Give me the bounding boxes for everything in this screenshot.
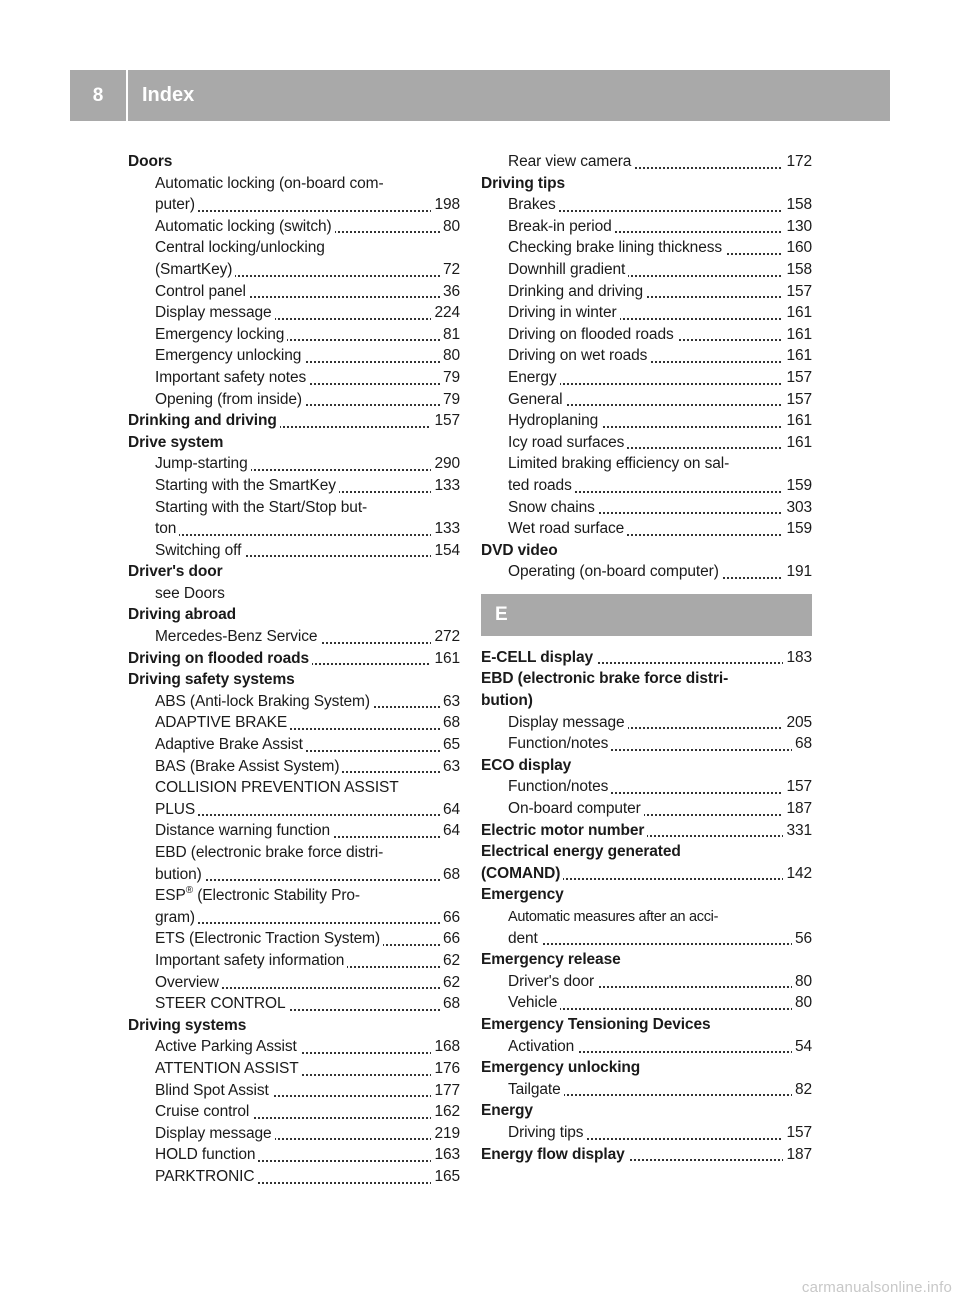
index-entry [128, 1015, 460, 1037]
entry-label: EBD (electronic brake force distri- [481, 670, 731, 687]
page-reference: 80 [440, 216, 460, 238]
entry-label: Display message [508, 714, 628, 731]
index-subentry [155, 324, 460, 346]
page-reference: 177 [431, 1080, 460, 1102]
index-subentry [508, 410, 812, 432]
page-reference: 65 [440, 734, 460, 756]
entry-label: Snow chains [508, 499, 598, 516]
entry-label: Brakes [508, 196, 559, 213]
page-reference: 81 [440, 324, 460, 346]
entry-label: Electric motor number [481, 822, 647, 839]
entry-label: Downhill gradient [508, 261, 628, 278]
index-subentry [155, 540, 460, 562]
page-reference: 68 [440, 864, 460, 886]
index-entry [481, 841, 812, 863]
page-reference: 133 [431, 518, 460, 540]
index-subentry [508, 1036, 812, 1058]
watermark: carmanualsonline.info [801, 1279, 952, 1296]
index-entry [481, 668, 812, 690]
entry-label: Driving abroad [128, 606, 239, 623]
page-reference: 303 [783, 497, 812, 519]
entry-label: ETS (Electronic Traction System) [155, 930, 383, 947]
index-subentry [155, 1144, 460, 1166]
index-entry [481, 690, 812, 712]
index-subentry [155, 281, 460, 303]
entry-label: Driving tips [508, 1124, 586, 1141]
page-reference: 62 [440, 950, 460, 972]
entry-label: Emergency locking [155, 326, 287, 343]
page-reference: 331 [783, 820, 812, 842]
entry-label: Drinking and driving [508, 283, 646, 300]
entry-label: On-board computer [508, 800, 644, 817]
page-reference: 205 [783, 712, 812, 734]
entry-label: Control panel [155, 283, 249, 300]
entry-label: Driver's door [128, 563, 226, 580]
page-reference: 161 [783, 345, 812, 367]
entry-label: puter) [155, 196, 198, 213]
index-entry [481, 863, 812, 885]
entry-label: Operating (on-board computer) [508, 563, 722, 580]
entry-label: Automatic measures after an acci- [508, 909, 721, 925]
page-reference: 80 [440, 345, 460, 367]
entry-label: Overview [155, 974, 222, 991]
entry-label: dent [508, 930, 541, 947]
entry-label: Emergency unlocking [481, 1059, 643, 1076]
index-entry [481, 884, 812, 906]
page-reference: 157 [783, 281, 812, 303]
index-entry [128, 669, 460, 691]
index-entry [481, 1057, 812, 1079]
entry-label: Break-in period [508, 218, 615, 235]
index-subentry [508, 367, 812, 389]
page-reference: 187 [783, 1144, 812, 1166]
entry-label: E-CELL display [481, 649, 596, 666]
entry-label: Checking brake lining thickness [508, 239, 725, 256]
index-subentry [508, 906, 812, 928]
page-reference: 66 [440, 928, 460, 950]
entry-label: ATTENTION ASSIST [155, 1060, 302, 1077]
entry-label: bution) [155, 866, 205, 883]
page-reference: 165 [431, 1166, 460, 1188]
page-number: 8 [92, 85, 104, 106]
index-entry [128, 410, 460, 432]
index-subentry [155, 712, 460, 734]
entry-label: Driving systems [128, 1017, 249, 1034]
page-header [70, 70, 890, 121]
index-subentry [155, 1101, 460, 1123]
entry-label: Adaptive Brake Assist [155, 736, 306, 753]
entry-label: PLUS [155, 801, 198, 818]
entry-label: General [508, 391, 565, 408]
index-subentry [508, 798, 812, 820]
index-subentry [508, 389, 812, 411]
entry-label: Opening (from inside) [155, 391, 305, 408]
entry-label: Activation [508, 1038, 577, 1055]
index-subentry [508, 1079, 812, 1101]
index-subentry [155, 1166, 460, 1188]
entry-label: Drinking and driving [128, 412, 280, 429]
page-reference: 130 [783, 216, 812, 238]
entry-label: Display message [155, 304, 275, 321]
entry-label: Emergency [481, 886, 567, 903]
section-letter: E [495, 603, 508, 625]
entry-label: Tailgate [508, 1081, 564, 1098]
page-reference: 157 [431, 410, 460, 432]
index-entry [481, 820, 812, 842]
entry-label: Switching off [155, 542, 244, 559]
page-reference: 63 [440, 756, 460, 778]
entry-label: EBD (electronic brake force distri- [155, 844, 386, 861]
index-subentry [508, 432, 812, 454]
leader-dots [155, 814, 460, 816]
page-reference: 68 [440, 712, 460, 734]
page-reference: 82 [792, 1079, 812, 1101]
index-column-left [128, 151, 460, 1188]
page-reference: 63 [440, 691, 460, 713]
entry-label: Blind Spot Assist [155, 1082, 272, 1099]
index-subentry [508, 216, 812, 238]
entry-label: Emergency unlocking [155, 347, 304, 364]
index-entry [128, 151, 460, 173]
entry-label: Emergency release [481, 951, 624, 968]
index-subentry [155, 1058, 460, 1080]
index-subentry [155, 173, 460, 195]
index-subentry [155, 237, 460, 259]
index-subentry [508, 928, 812, 950]
entry-label: ton [155, 520, 179, 537]
index-subentry [155, 756, 460, 778]
entry-label: BAS (Brake Assist System) [155, 758, 342, 775]
index-subentry [155, 928, 460, 950]
index-subentry [155, 820, 460, 842]
entry-label: (SmartKey) [155, 261, 235, 278]
page-reference: 80 [792, 992, 812, 1014]
index-subentry [155, 864, 460, 886]
index-subentry [155, 1080, 460, 1102]
page-reference: 172 [783, 151, 812, 173]
entry-label: Distance warning function [155, 822, 333, 839]
page-reference: 161 [783, 432, 812, 454]
index-entry [481, 755, 812, 777]
index-subentry [155, 907, 460, 929]
page-reference: 161 [783, 324, 812, 346]
entry-label: Icy road surfaces [508, 434, 627, 451]
page-reference: 183 [783, 647, 812, 669]
entry-label: Automatic locking (switch) [155, 218, 335, 235]
entry-label: Active Parking Assist [155, 1038, 300, 1055]
page-reference: 64 [440, 820, 460, 842]
index-subentry [155, 367, 460, 389]
page-reference: 198 [431, 194, 460, 216]
entry-label: COLLISION PREVENTION ASSIST [155, 779, 402, 796]
page-reference: 158 [783, 194, 812, 216]
entry-label: Function/notes [508, 778, 611, 795]
index-entry [481, 1100, 812, 1122]
index-subentry [155, 842, 460, 864]
entry-label: STEER CONTROL [155, 995, 288, 1012]
entry-label: Driver's door [508, 973, 597, 990]
index-subentry [155, 453, 460, 475]
page-reference: 157 [783, 1122, 812, 1144]
index-subentry [155, 216, 460, 238]
entry-label: (COMAND) [481, 865, 563, 882]
entry-label: Rear view camera [508, 153, 634, 170]
index-subentry [508, 281, 812, 303]
page-reference: 157 [783, 367, 812, 389]
index-subentry [508, 561, 812, 583]
page-reference: 68 [792, 733, 812, 755]
entry-label: Central locking/unlocking [155, 239, 328, 256]
entry-label: Hydroplaning [508, 412, 601, 429]
entry-label: Automatic locking (on-board com- [155, 175, 387, 192]
index-subentry [155, 583, 460, 605]
page-reference: 159 [783, 518, 812, 540]
index-entry [481, 647, 812, 669]
index-subentry [155, 799, 460, 821]
page-reference: 133 [431, 475, 460, 497]
page-reference: 290 [431, 453, 460, 475]
index-subentry [155, 885, 460, 907]
header-divider [126, 70, 128, 121]
index-subentry [155, 950, 460, 972]
page-reference: 168 [431, 1036, 460, 1058]
leader-dots [508, 943, 812, 945]
page-reference: 142 [783, 863, 812, 885]
page-reference: 80 [792, 971, 812, 993]
entry-label: Limited braking efficiency on sal- [508, 455, 732, 472]
entry-label: Wet road surface [508, 520, 627, 537]
entry-label: Driving on flooded roads [508, 326, 677, 343]
index-entry [481, 540, 812, 562]
leader-dots [155, 922, 460, 924]
page-reference: 187 [783, 798, 812, 820]
page-reference: 161 [783, 410, 812, 432]
page-reference: 160 [783, 237, 812, 259]
entry-label: Function/notes [508, 735, 611, 752]
entry-label: Starting with the Start/Stop but- [155, 499, 370, 516]
page-reference: 219 [431, 1123, 460, 1145]
page-title: Index [142, 84, 195, 106]
page-reference: 176 [431, 1058, 460, 1080]
index-column-right [481, 151, 812, 1165]
index-entry [481, 1144, 812, 1166]
entry-label: Driving on wet roads [508, 347, 650, 364]
page-reference: 154 [431, 540, 460, 562]
index-entry [481, 949, 812, 971]
entry-label: ABS (Anti-lock Braking System) [155, 693, 373, 710]
page-reference: 79 [440, 389, 460, 411]
entry-label: Cruise control [155, 1103, 252, 1120]
entry-label: Starting with the SmartKey [155, 477, 339, 494]
page-reference: 272 [431, 626, 460, 648]
entry-label: ted roads [508, 477, 575, 494]
entry-label: Electrical energy generated [481, 843, 684, 860]
entry-label: bution) [481, 692, 536, 709]
page-reference: 159 [783, 475, 812, 497]
entry-label: Vehicle [508, 994, 560, 1011]
page-reference: 161 [431, 648, 460, 670]
index-subentry [508, 992, 812, 1014]
index-subentry [155, 518, 460, 540]
entry-label: gram) [155, 909, 198, 926]
entry-label: Doors [128, 153, 175, 170]
entry-label: Drive system [128, 434, 226, 451]
index-subentry [155, 777, 460, 799]
page-reference: 66 [440, 907, 460, 929]
index-subentry [155, 497, 460, 519]
index-subentry [155, 302, 460, 324]
page-reference: 64 [440, 799, 460, 821]
page-reference: 54 [792, 1036, 812, 1058]
index-subentry [508, 475, 812, 497]
index-subentry [508, 776, 812, 798]
entry-label: Energy [508, 369, 560, 386]
index-entry [481, 173, 812, 195]
page-reference: 162 [431, 1101, 460, 1123]
page-reference: 161 [783, 302, 812, 324]
page-reference: 224 [431, 302, 460, 324]
page-reference: 157 [783, 389, 812, 411]
index-subentry [508, 324, 812, 346]
entry-label: Emergency Tensioning Devices [481, 1016, 714, 1033]
index-subentry [155, 972, 460, 994]
index-subentry [155, 194, 460, 216]
leader-dots [155, 534, 460, 536]
index-subentry [155, 1036, 460, 1058]
section-header-e [481, 594, 812, 636]
index-subentry [155, 345, 460, 367]
index-subentry [155, 475, 460, 497]
index-subentry [508, 194, 812, 216]
index-subentry [508, 302, 812, 324]
page-reference: 79 [440, 367, 460, 389]
index-subentry [508, 237, 812, 259]
index-subentry [155, 389, 460, 411]
index-entry [481, 1014, 812, 1036]
index-subentry [508, 1122, 812, 1144]
entry-label: Important safety notes [155, 369, 309, 386]
entry-label: Driving tips [481, 175, 568, 192]
entry-label: Driving on flooded roads [128, 650, 312, 667]
entry-label: Energy flow display [481, 1146, 628, 1163]
page-reference: 191 [783, 561, 812, 583]
index-entry [128, 648, 460, 670]
index-subentry [508, 712, 812, 734]
index-subentry [155, 1123, 460, 1145]
entry-label: Mercedes-Benz Service [155, 628, 320, 645]
entry-label: see Doors [155, 585, 228, 602]
index-subentry [155, 734, 460, 756]
page-reference: 163 [431, 1144, 460, 1166]
page-reference: 158 [783, 259, 812, 281]
entry-label: Display message [155, 1125, 275, 1142]
page-reference: 72 [440, 259, 460, 281]
index-entry [128, 432, 460, 454]
page-reference: 68 [440, 993, 460, 1015]
index-subentry [155, 691, 460, 713]
index-subentry [508, 151, 812, 173]
index-subentry [508, 345, 812, 367]
index-subentry [155, 259, 460, 281]
registered-mark: ® [185, 885, 193, 897]
index-subentry [508, 259, 812, 281]
page-reference: 157 [783, 776, 812, 798]
index-subentry [508, 453, 812, 475]
entry-label: Driving safety systems [128, 671, 298, 688]
index-subentry [155, 626, 460, 648]
index-subentry [155, 993, 460, 1015]
index-subentry [508, 733, 812, 755]
page-reference: 56 [792, 928, 812, 950]
entry-label: Driving in winter [508, 304, 620, 321]
index-subentry [508, 971, 812, 993]
page-reference: 62 [440, 972, 460, 994]
entry-label: ADAPTIVE BRAKE [155, 714, 290, 731]
index-entry [128, 561, 460, 583]
page-reference: 36 [440, 281, 460, 303]
index-entry [128, 604, 460, 626]
entry-label: HOLD function [155, 1146, 258, 1163]
index-subentry [508, 497, 812, 519]
leader-dots [155, 210, 460, 212]
entry-label: DVD video [481, 542, 561, 559]
entry-label: Energy [481, 1102, 536, 1119]
index-subentry [508, 518, 812, 540]
entry-label: Jump-starting [155, 455, 251, 472]
entry-label: Important safety information [155, 952, 347, 969]
entry-label: ECO display [481, 757, 574, 774]
entry-label: PARKTRONIC [155, 1168, 257, 1185]
entry-label: ESP® (Electronic Stability Pro- [155, 887, 363, 904]
